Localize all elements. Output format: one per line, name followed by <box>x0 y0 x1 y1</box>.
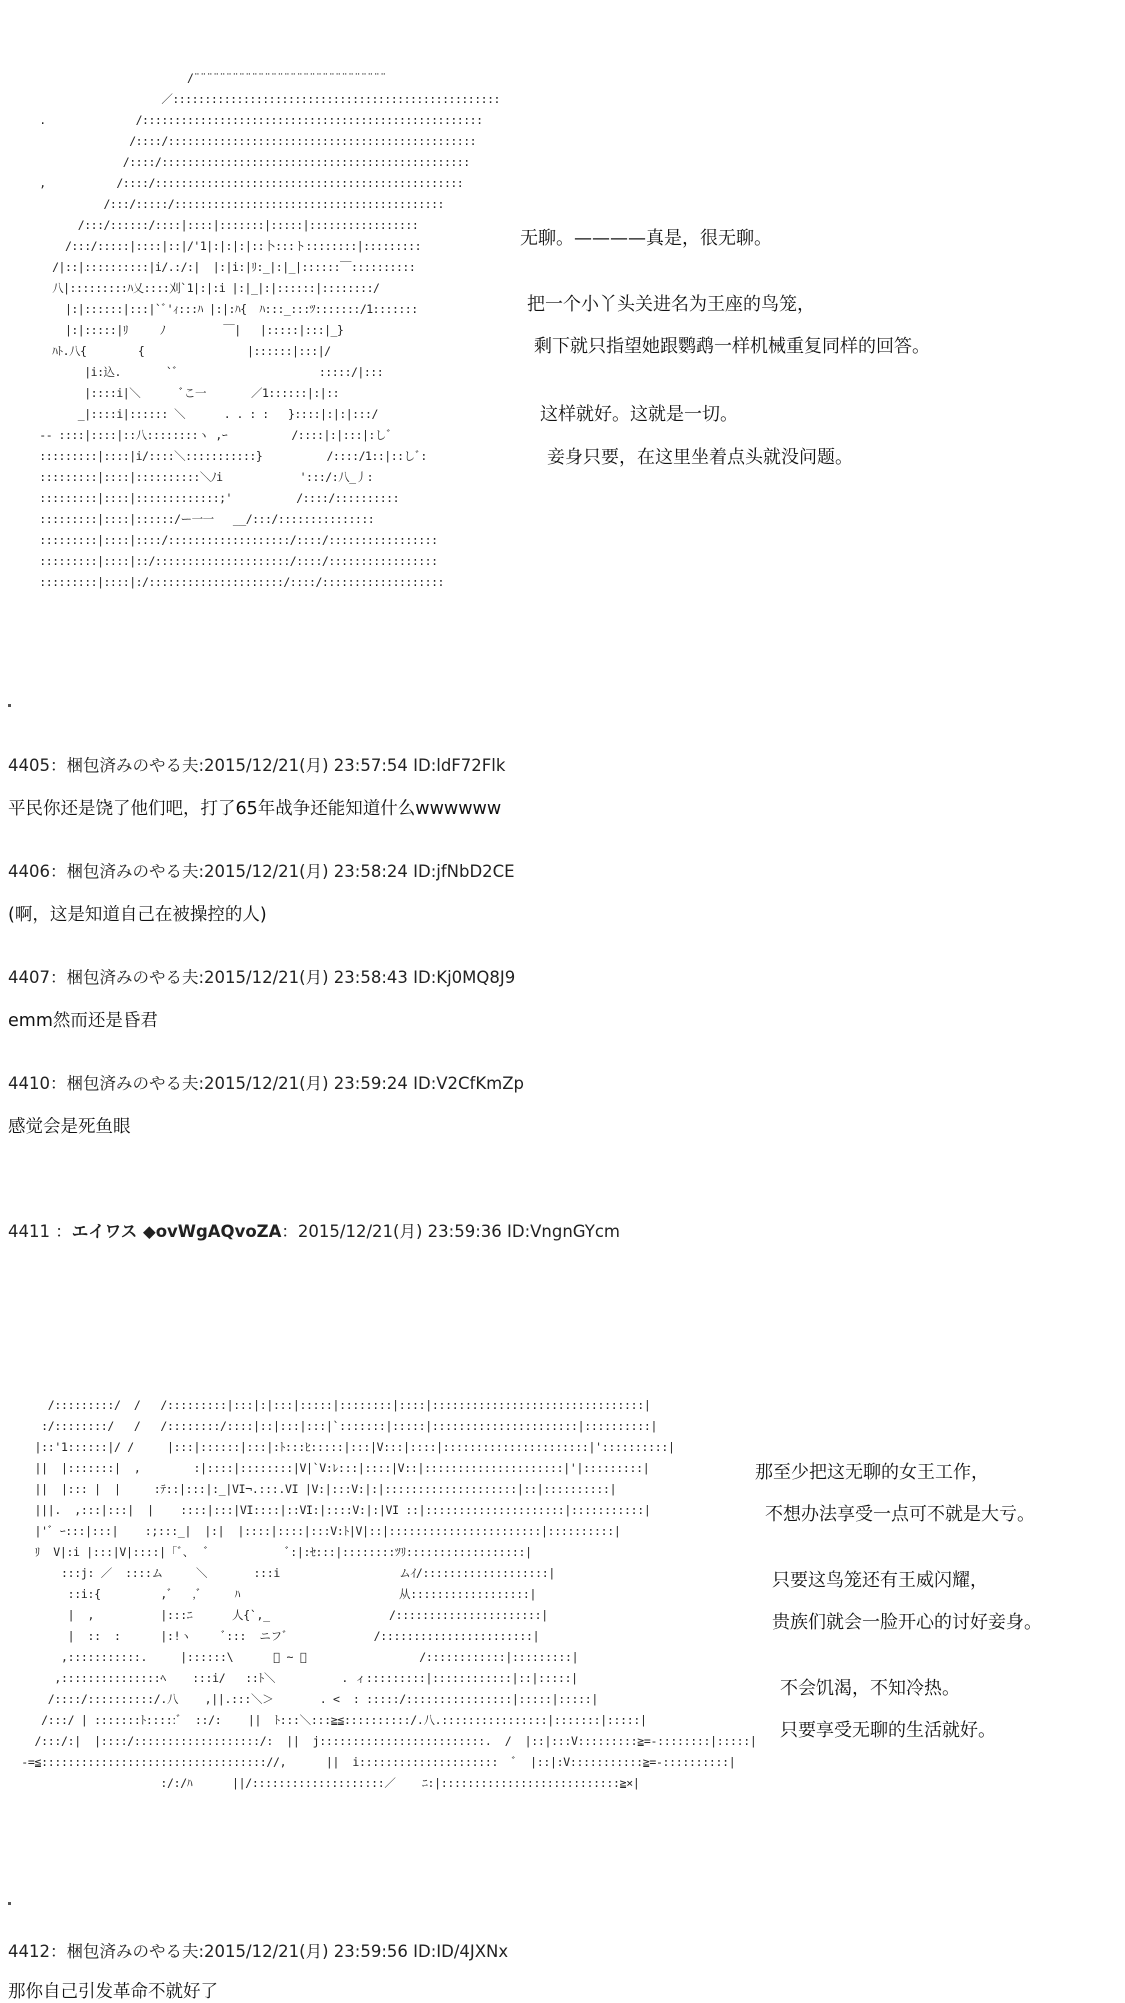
stray-dot <box>8 704 11 707</box>
ascii-art-bottom: /:::::::::/ / /:::::::::|:::|:|:::|:::::|::::::::|::::|::::::::::::::::::::::::::::::::| :/::::::::/ / /::::::::/::::|::|:::|:::|`:::::::|:::::|::::::::::::::::::::::|::::::::::| |::'1::::::|/ / |:::|::::::|:::|:ﾄ:::ﾋ:::::|:::|V:::|::::|::::::::::::::::::::::|'::::::::::| || |:::::::| , :|::::|::::::::|V|`V:ﾚ:::|::::|V::|:::::::::::::::::::::|'|:::::::::| || |::: | | :ﾃ::|:::|:_|VI¬.:::.VI |V:|:::V:|:|::::::::::::::::::::|::|::::::::::| |||. ,:::|:::| | ::::|:::|VI::::|::VI:|::::V:|:|VI ::|:::::::::::::::::::::|:::::::::::| |'ﾞ ｰ:::|:::| :;:::_| |:| |::::|::::|:::V:ﾄ|V|::|:::::::::::::::::::::::|::::::::::| ﾘ V|:i |:::|V|::::|「ﾞ、 ﾞ ﾞ:|:ｾ:::|::::::::ﾂﾘ::::::::::::::::::| :::j: ／ ::::ム ＼ :::i ムｲ/:::::::::::::::::::| ::i:{ ,ﾞ ,ﾞ ﾊ 从::::::::::::::::::| | , |:::ﾆ 人{`,_ /::::::::::::::::::::::| | :: : |:!ヽ ﾞ::: ニフﾞ /:::::::::::::::::::::::| ,:::::::::::. |::::::\ ﾞ ~ ﾞ /::::::::::::|:::::::::| ,:::::::::::::::ﾍ :::i/ ::ﾄ＼ . ィ:::::::::|::::::::::::|::|:::::| /::::/::::::::::/.八 ,||.:::＼＞ . < : :::::/::::::::::::::::|:::::|:::::| /:::/ | :::::::ﾄ:::::ﾞ ::/: || ﾄ:::＼:::≧≦::::::::::/.八.::::::::::::::::|:::::::|:::::| /:::/:| |::::/:::::::::::::::::::/: || j:::::::::::::::::::::::::. / |::|:::V:::::::::≧=-::::::::|:::::| -=≦:::::::::::::::::::::::::::::::::://, || i::::::::::::::::::::: ﾞ |::|:V:::::::::::≧=-::::::::::| :/:/ﾊ ||/::::::::::::::::::::／ ﾆ:|:::::::::::::::::::::::::::≧×| <box>21 1398 757 1790</box>
post-header-4407: 4407：梱包済みのやる夫:2015/12/21(月) 23:58:43 ID:Kj0MQ8J9 <box>8 968 516 987</box>
narration-line-5: 妾身只要，在这里坐着点头就没问题。 <box>547 447 853 468</box>
post-text-4410: 感觉会是死鱼眼 <box>8 1117 131 1137</box>
stray-dot <box>8 1902 11 1905</box>
narration-line-6: 那至少把这无聊的女王工作， <box>755 1462 989 1483</box>
post-meta-4411: ：2015/12/21(月) 23:59:36 ID:VngnGYcm <box>281 1222 620 1241</box>
post-number-4411: 4411 ： <box>8 1222 72 1241</box>
post-text-4407: emm然而还是昏君 <box>8 1011 158 1031</box>
post-header-4410: 4410：梱包済みのやる夫:2015/12/21(月) 23:59:24 ID:V2CfKmZp <box>8 1074 525 1093</box>
post-text-4406: (啊，这是知道自己在被操控的人) <box>8 905 267 925</box>
post-header-4405: 4405：梱包済みのやる夫:2015/12/21(月) 23:57:54 ID:ldF72Flk <box>8 756 506 775</box>
poster-name-4411: エイワス ◆ovWgAQvoZA <box>71 1222 282 1241</box>
post-header-4411 <box>8 1218 620 1242</box>
narration-line-8: 只要这鸟笼还有王威闪耀， <box>772 1570 988 1591</box>
narration-line-10: 不会饥渴，不知冷热。 <box>780 1678 960 1699</box>
post-text-4412: 那你自己引发革命不就好了 <box>8 1982 218 2002</box>
narration-line-11: 只要享受无聊的生活就好。 <box>780 1720 996 1741</box>
post-header-4406: 4406：梱包済みのやる夫:2015/12/21(月) 23:58:24 ID:jfNbD2CE <box>8 862 515 881</box>
narration-line-9: 贵族们就会一脸开心的讨好妾身。 <box>772 1612 1042 1633</box>
narration-line-3: 剩下就只指望她跟鹦鹉一样机械重复同样的回答。 <box>534 336 930 357</box>
post-text-4405: 平民你还是饶了他们吧，打了65年战争还能知道什么wwwwww <box>8 799 502 819</box>
narration-line-2: 把一个小丫头关进名为王座的鸟笼， <box>527 294 815 315</box>
post-header-4412: 4412：梱包済みのやる夫:2015/12/21(月) 23:59:56 ID:ID/4JXNx <box>8 1942 509 1961</box>
narration-line-7: 不想办法享受一点可不就是大亏。 <box>765 1504 1035 1525</box>
ascii-art-top: /¨¨¨¨¨¨¨¨¨¨¨¨¨¨¨¨¨¨¨¨¨¨¨¨¨¨¨¨¨¨ ／::::::::::::::::::::::::::::::::::::::::::::::::::: . /::::::::::::::::::::::::::::::::::::::::::::::::::::: /::::/:::::::::::::::::::::::::::::::::::::::::::::::: /::::/:::::::::::::::::::::::::::::::::::::::::::::::: , /::::/:::::::::::::::::::::::::::::::::::::::::::::::: /:::/:::::/:::::::::::::::::::::::::::::::::::::::::: /:::/::::::/::::|::::|:::::::|:::::|::::::::::::::::: /:::/:::::|::::|::|/'1|:|:|:|::卜:::ト::::::::|::::::::: /|::|::::::::::|i/.:/:| |:|i:|ﾘ:_|:|_|::::::￣:::::::::: 八|:::::::::ﾊ乂::::刈`1|:|:i |:|_|:|::::::|::::::::/ |:|::::::|:::|`ﾞ'ｨ:::ﾊ |:|:ﾊ{ ﾊ:::_:::ﾂ:::::::/1::::::: |:|:::::|ﾘ ﾉ ￣| |:::::|:::|_} ﾊﾄ.八{ { |::::::|:::|/ |i:込. `ﾞ :::::/|::: |::::i|＼ ﾞこ一 ／1::::::|:|:: _|::::i|:::::: ＼ . . : : }::::|:|:|:::/ -- ::::|::::|::八::::::::ヽ ,ｰ /::::|:|:::|:しﾞ :::::::::|::::|i/::::＼:::::::::::} /::::/1::|::しﾞ: :::::::::|::::|::::::::::＼ﾉi ':::/:八_丿: :::::::::|::::|:::::::::::::;' /::::/:::::::::: :::::::::|::::|::::::/ー一一 __/:::/::::::::::::::: :::::::::|::::|::::/:::::::::::::::::::/::::/::::::::::::::::: :::::::::|::::|::/:::::::::::::::::::::/::::/::::::::::::::::: :::::::::|::::|:/:::::::::::::::::::::/::::/::::::::::::::::::: <box>39 71 500 589</box>
narration-line-1: 无聊。————真是，很无聊。 <box>520 228 772 249</box>
narration-line-4: 这样就好。这就是一切。 <box>540 404 738 425</box>
